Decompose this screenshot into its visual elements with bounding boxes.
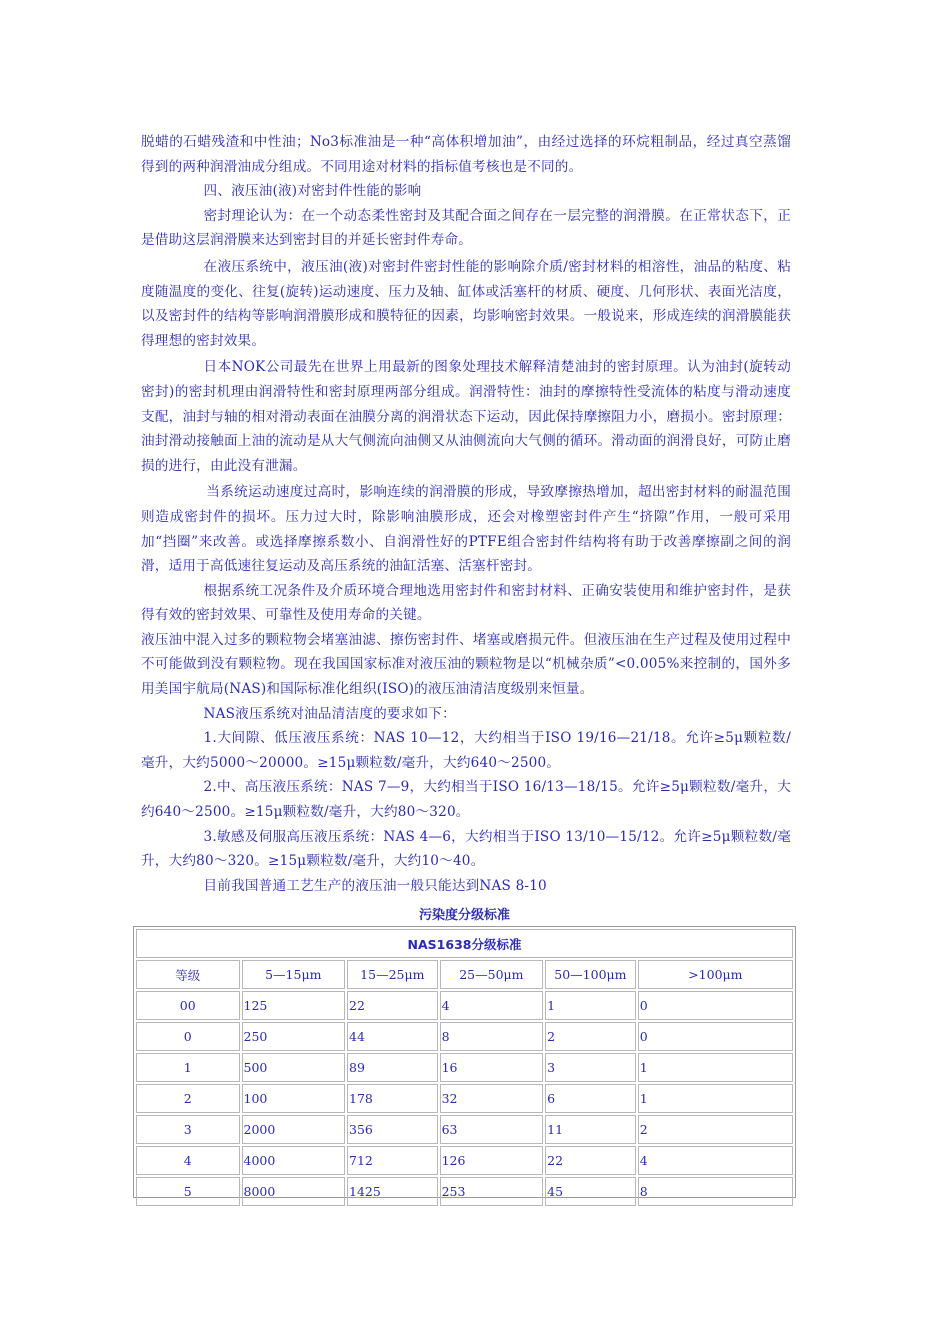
table-cell: 4000 xyxy=(242,1146,346,1175)
table-cell: 4 xyxy=(136,1146,240,1175)
table-cell: 32 xyxy=(440,1084,544,1113)
paragraph: 当系统运动速度过高时，影响连续的润滑膜的形成，导致摩擦热增加，超出密封材料的耐温范围则造成密封件的损坏。压力过大时，除影响油膜形成，还会对橡塑密封件产生“挤隙”作用，一般可采用加“挡圈”来改善。或选择摩擦系数小、自润滑性好的PTFE组合密封件结构将有助于改善摩擦副之间的润滑，适用于高低速往复运动及高压系统的油缸活塞、活塞杆密封。 xyxy=(141,484,791,575)
table-cell: 2 xyxy=(545,1022,636,1051)
table-cell: 253 xyxy=(440,1177,544,1206)
table-cell: 8 xyxy=(638,1177,793,1206)
paragraph: 液压油中混入过多的颗粒物会堵塞油滤、擦伤密封件、堵塞或磨损元件。但液压油在生产过程及使用过程中不可能做到没有颗粒物。现在我国国家标准对液压油的颗粒物是以“机械杂质”<0.005%来控制的，国外多用美国宇航局(NAS)和国际标准化组织(ISO)的液压油清洁度级别来恒量。 xyxy=(141,631,791,698)
table-cell: 8 xyxy=(440,1022,544,1051)
table-cell: 1 xyxy=(638,1084,793,1113)
table-cell: 8000 xyxy=(242,1177,346,1206)
table-cell: 6 xyxy=(545,1084,636,1113)
table-cell: 22 xyxy=(545,1146,636,1175)
table-cell: 11 xyxy=(545,1115,636,1144)
paragraph: 密封理论认为：在一个动态柔性密封及其配合面之间存在一层完整的润滑膜。在正常状态下，正是借助这层润滑膜来达到密封目的并延长密封件寿命。 xyxy=(141,207,791,249)
table-cell: 0 xyxy=(136,1022,240,1051)
contamination-table xyxy=(133,926,796,1198)
list-item: 2.中、高压液压系统：NAS 7—9，大约相当于ISO 16/13—18/15。允许≥5μ颗粒数/毫升，大约640～2500。≥15μ颗粒数/毫升，大约80～320。 xyxy=(141,779,791,821)
table-cell: 2000 xyxy=(242,1115,346,1144)
table-cell: 1 xyxy=(136,1053,240,1082)
table-row xyxy=(136,1177,793,1206)
paragraph: 在液压系统中，液压油(液)对密封件密封性能的影响除介质/密封材料的相溶性，油品的粘度、粘度随温度的变化、往复(旋转)运动速度、压力及轴、缸体或活塞杆的材质、硬度、几何形状、表面光洁度，以及密封件的结构等影响润滑膜形成和膜特征的因素，均影响密封效果。一般说来，形成连续的润滑膜能获得理想的密封效果。 xyxy=(141,258,791,349)
paragraph: 日本NOK公司最先在世界上用最新的图象处理技术解释清楚油封的密封原理。认为油封(旋转动密封)的密封机理由润滑特性和密封原理两部分组成。润滑特性：油封的摩擦特性受流体的粘度与滑动速度支配，油封与轴的相对滑动表面在油膜分离的润滑状态下运动，因此保持摩擦阻力小，磨损小。密封原理：油封滑动接触面上油的流动是从大气侧流向油侧又从油侧流向大气侧的循环。滑动面的润滑良好，可防止磨损的进行，由此没有泄漏。 xyxy=(141,359,791,474)
table-row xyxy=(136,1022,793,1051)
table-row xyxy=(136,1053,793,1082)
table-cell: 3 xyxy=(545,1053,636,1082)
table-title: 污染度分级标准 xyxy=(418,908,510,923)
list-item: 3.敏感及伺服高压液压系统：NAS 4—6，大约相当于ISO 13/10—15/12。允许≥5μ颗粒数/毫升，大约80～320。≥15μ颗粒数/毫升，大约10～40。 xyxy=(141,828,791,870)
table-cell: 5 xyxy=(136,1177,240,1206)
table-cell: 125 xyxy=(242,991,346,1020)
table-cell: 44 xyxy=(347,1022,438,1051)
table-cell: 2 xyxy=(638,1115,793,1144)
table-cell: 0 xyxy=(638,991,793,1020)
table-cell: 126 xyxy=(440,1146,544,1175)
table-cell: 1 xyxy=(638,1053,793,1082)
table-row xyxy=(136,1115,793,1144)
table-cell: 22 xyxy=(347,991,438,1020)
table-cell: 100 xyxy=(242,1084,346,1113)
table-cell: 63 xyxy=(440,1115,544,1144)
table-cell: 1 xyxy=(545,991,636,1020)
table-row xyxy=(136,1084,793,1113)
column-header: 25—50μm xyxy=(440,960,544,989)
column-header: >100μm xyxy=(638,960,793,989)
table-row xyxy=(136,1146,793,1175)
table-cell: 2 xyxy=(136,1084,240,1113)
paragraph: 根据系统工况条件及介质环境合理地选用密封件和密封材料、正确安装使用和维护密封件，是获得有效的密封效果、可靠性及使用寿命的关键。 xyxy=(141,582,791,624)
table-cell: 356 xyxy=(347,1115,438,1144)
table-cell: 0 xyxy=(638,1022,793,1051)
table-cell: 89 xyxy=(347,1053,438,1082)
body-text xyxy=(141,130,791,898)
table-cell: 4 xyxy=(638,1146,793,1175)
table-cell: 712 xyxy=(347,1146,438,1175)
table-header-row xyxy=(136,960,793,989)
table-cell: 500 xyxy=(242,1053,346,1082)
list-item: 1.大间隙、低压液压系统：NAS 10—12，大约相当于ISO 19/16—21/18。允许≥5μ颗粒数/毫升，大约5000～20000。≥15μ颗粒数/毫升，大约640～2500。 xyxy=(141,730,791,771)
table-cell: 3 xyxy=(136,1115,240,1144)
table-cell: 178 xyxy=(347,1084,438,1113)
table-cell: 16 xyxy=(440,1053,544,1082)
column-header: 5—15μm xyxy=(242,960,346,989)
section-heading: 四、液压油(液)对密封件性能的影响 xyxy=(203,183,422,200)
column-header: 50—100μm xyxy=(545,960,636,989)
table-cell: 00 xyxy=(136,991,240,1020)
paragraph: 脱蜡的石蜡残渣和中性油；No3标准油是一种“高体积增加油”，由经过选择的环烷粗制品，经过真空蒸馏得到的两种润滑油成分组成。不同用途对材料的指标值考核也是不同的。 xyxy=(141,134,791,175)
table-cell: 45 xyxy=(545,1177,636,1206)
table-caption: NAS1638分级标准 xyxy=(136,929,793,958)
table-cell: 250 xyxy=(242,1022,346,1051)
table-cell: 1425 xyxy=(347,1177,438,1206)
paragraph: NAS液压系统对油品清洁度的要求如下： xyxy=(203,705,456,722)
column-header: 15—25μm xyxy=(347,960,438,989)
table-row xyxy=(136,991,793,1020)
column-header: 等级 xyxy=(136,960,240,989)
paragraph: 目前我国普通工艺生产的液压油一般只能达到NAS 8-10 xyxy=(203,877,547,894)
table-cell: 4 xyxy=(440,991,544,1020)
